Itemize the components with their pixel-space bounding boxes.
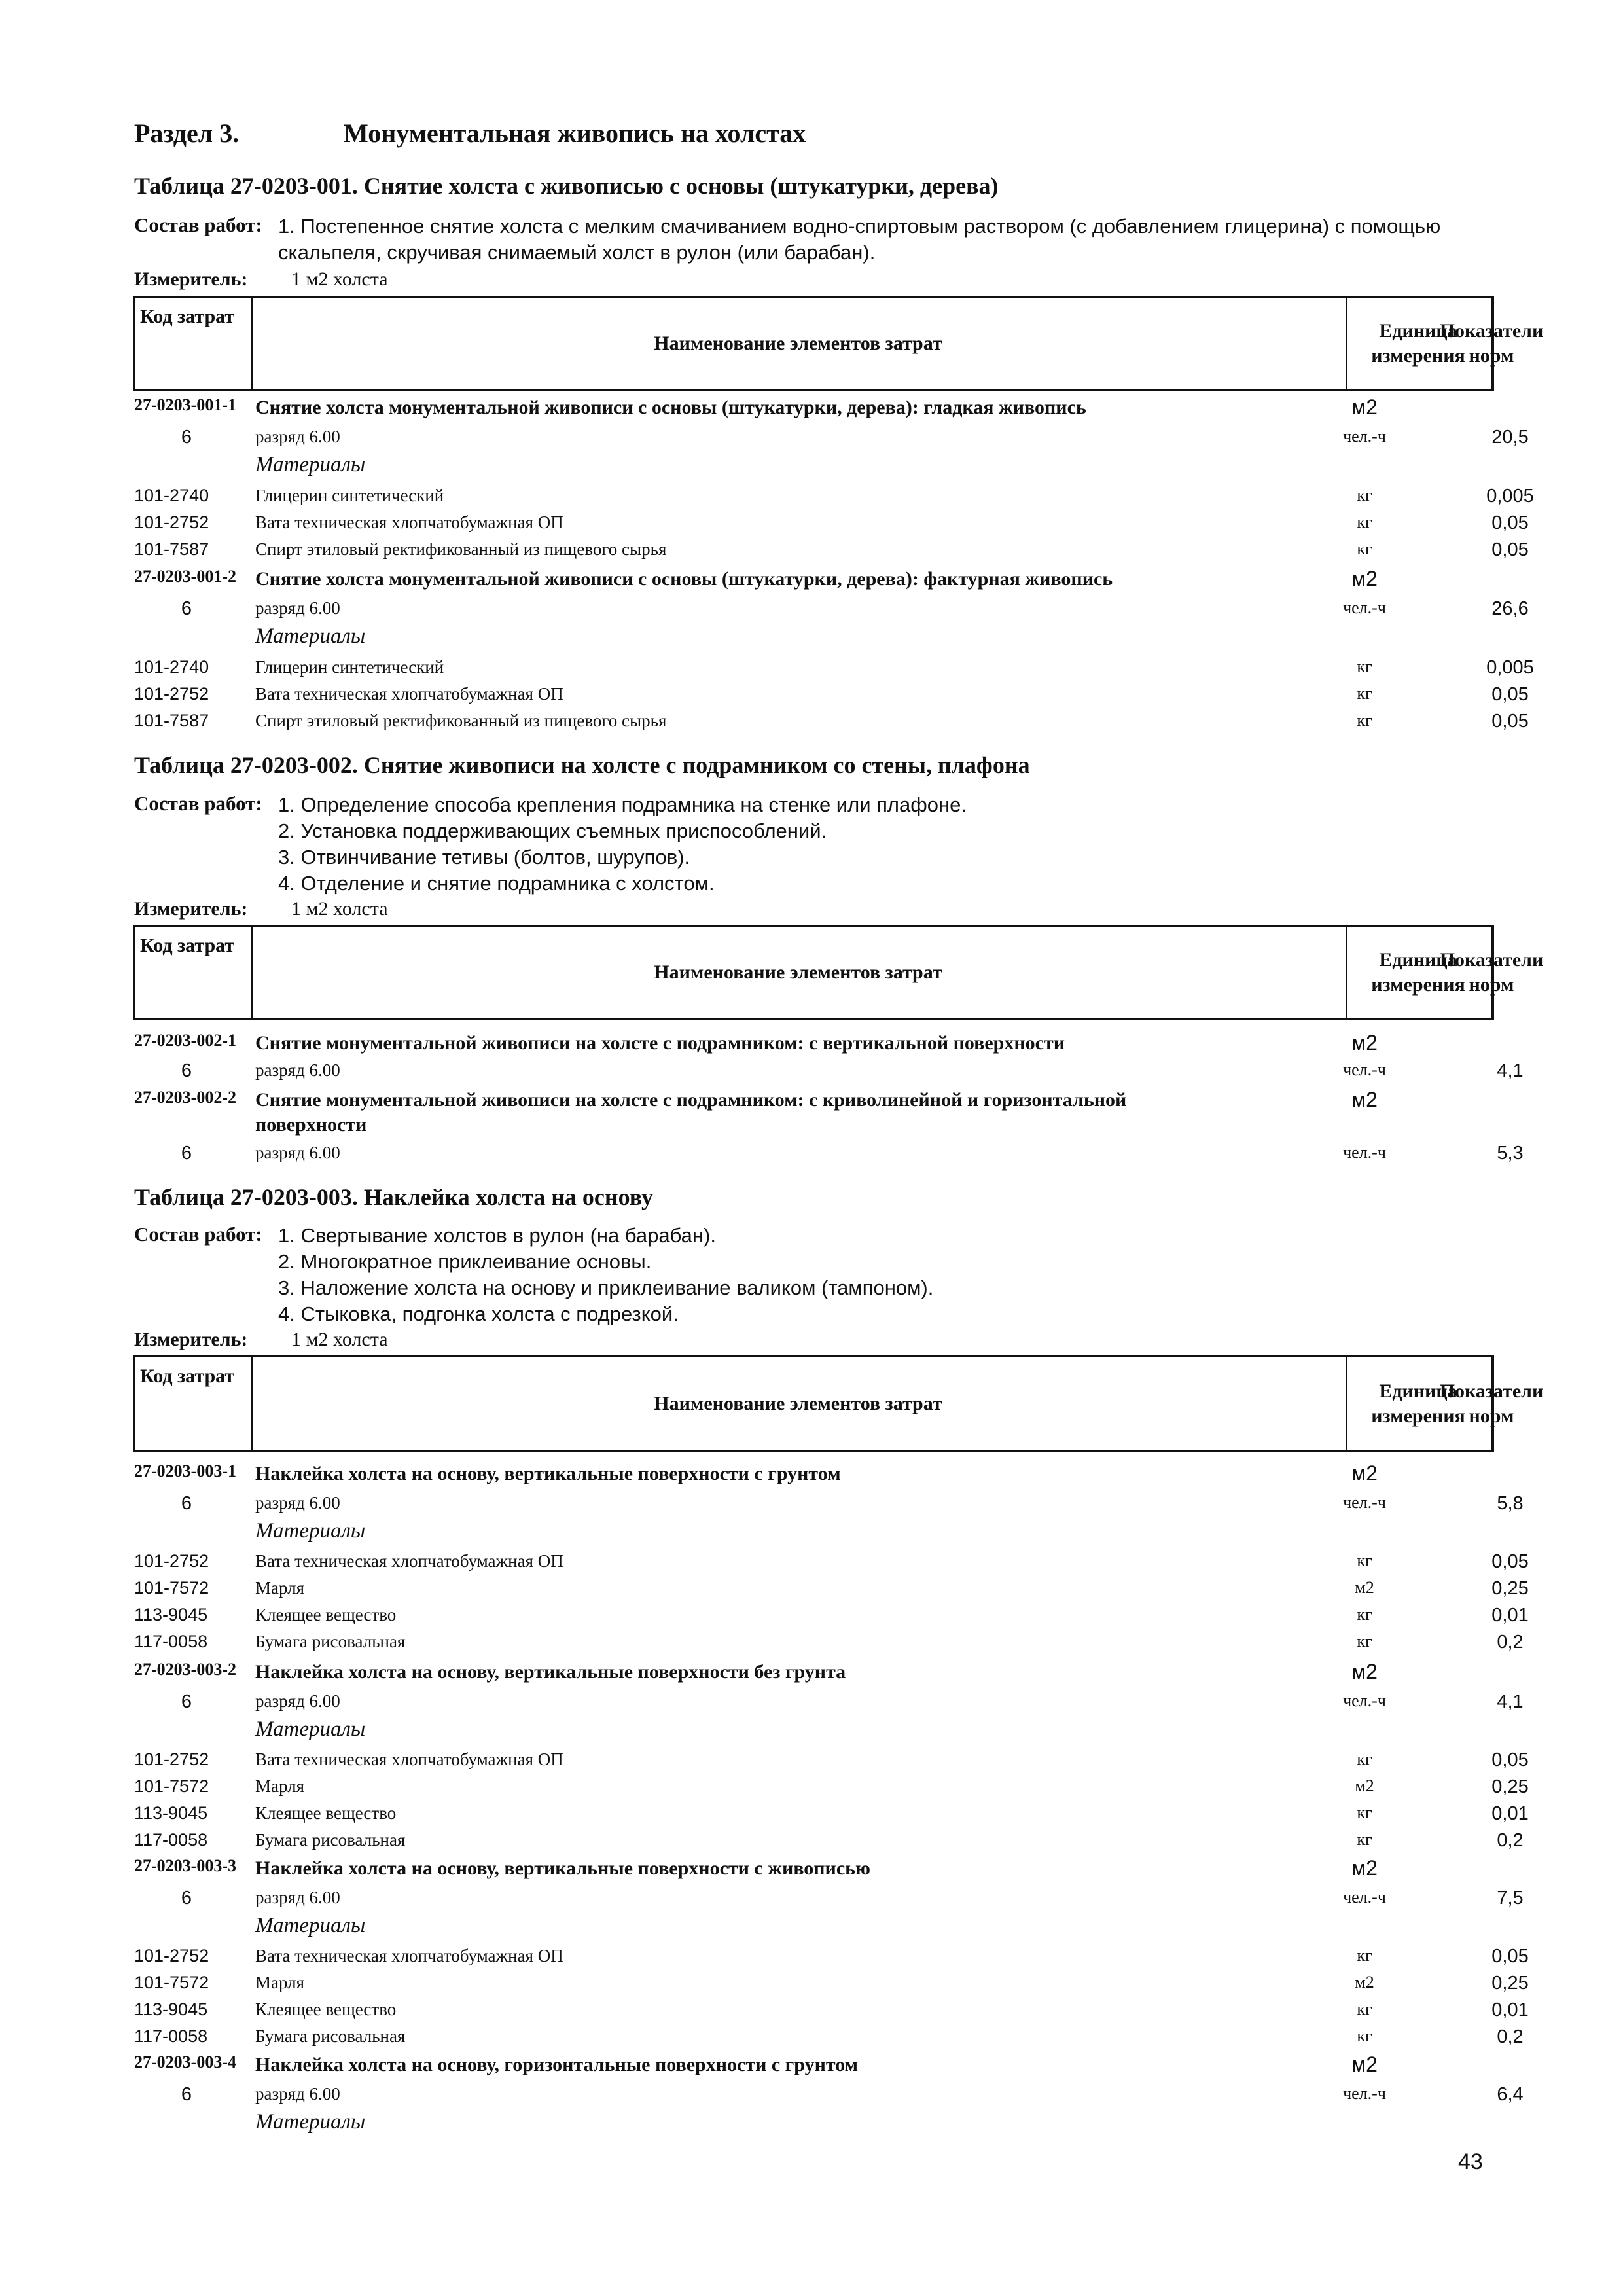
header-name: Наименование элементов затрат — [654, 1392, 942, 1414]
header-value: Показатели норм — [1439, 949, 1544, 996]
meter-label: Измеритель: — [134, 268, 248, 290]
table-row — [134, 1143, 1524, 1170]
cell-code: 101-2752 — [134, 684, 209, 704]
cell-value: 0,05 — [1491, 1749, 1529, 1770]
table-row — [134, 2084, 1524, 2111]
section-header — [134, 118, 806, 149]
meter — [134, 268, 388, 291]
composition-label: Состав работ: — [134, 213, 262, 236]
cell-code: 117-0058 — [134, 1830, 208, 1850]
cell-unit: м2 — [1355, 1776, 1374, 1795]
header-unit: Единица измерения — [1371, 319, 1465, 367]
cell-code: 101-7587 — [134, 539, 209, 559]
table-row — [134, 1830, 1524, 1857]
cell-code: 6 — [181, 1060, 192, 1081]
cell-unit: м2 — [1351, 567, 1378, 590]
cell-name: Наклейка холста на основу, вертикальные поверхности без грунта — [255, 1661, 846, 1683]
cell-unit: м2 — [1351, 1660, 1378, 1683]
cell-unit: чел.-ч — [1343, 1060, 1386, 1079]
cell-name: Вата техническая хлопчатобумажная ОП — [255, 1749, 563, 1769]
cell-code: 6 — [181, 1888, 192, 1909]
cell-value: 0,005 — [1486, 657, 1534, 678]
cell-name: Бумага рисовальная — [255, 1632, 406, 1651]
composition-item: 4. Стыковка, подгонка холста с подрезкой. — [278, 1302, 679, 1325]
materials-label: Материалы — [255, 624, 366, 648]
cell-name: Марля — [255, 1578, 305, 1598]
cell-unit: м2 — [1351, 1088, 1378, 1111]
cell-code: 101-2740 — [134, 657, 209, 677]
cell-name: Марля — [255, 1973, 305, 1992]
composition-label: Состав работ: — [134, 792, 262, 815]
table-row — [134, 1660, 1495, 1687]
cell-value: 0,2 — [1497, 2026, 1524, 2047]
cell-code: 113-9045 — [134, 2000, 208, 2019]
page-number: 43 — [1458, 2149, 1483, 2174]
cell-name: Бумага рисовальная — [255, 1830, 406, 1850]
cell-unit: чел.-ч — [1343, 1691, 1386, 1710]
composition-items — [278, 213, 1495, 266]
cell-value: 0,2 — [1497, 1830, 1524, 1851]
table-row — [134, 1060, 1524, 1088]
materials-label: Материалы — [255, 1717, 366, 1741]
cell-value: 6,4 — [1497, 2084, 1524, 2105]
cell-unit: кг — [1357, 512, 1372, 531]
table-row — [134, 486, 1534, 513]
table-header — [133, 1355, 1544, 1452]
cell-name: Наклейка холста на основу, вертикальные поверхности с грунтом — [255, 1463, 841, 1484]
cell-unit: кг — [1357, 684, 1372, 703]
table-row — [134, 1578, 1529, 1605]
table-row — [134, 427, 1529, 454]
materials-label: Материалы — [255, 2110, 366, 2134]
table-row — [134, 1088, 1495, 1141]
cell-unit: чел.-ч — [1343, 1888, 1386, 1907]
cell-code: 27-0203-002-2 — [134, 1088, 236, 1107]
cell-unit: чел.-ч — [1343, 1143, 1386, 1162]
cell-name: Вата техническая хлопчатобумажная ОП — [255, 512, 563, 532]
cell-value: 0,05 — [1491, 1946, 1529, 1967]
cell-code: 113-9045 — [134, 1605, 208, 1624]
cell-code: 27-0203-002-1 — [134, 1031, 236, 1050]
cell-unit: кг — [1357, 1946, 1372, 1965]
cell-value: 0,05 — [1491, 539, 1529, 560]
cell-unit: кг — [1357, 2026, 1372, 2045]
table-header — [133, 925, 1544, 1020]
cell-code: 27-0203-003-1 — [134, 1462, 236, 1480]
cell-name: разряд 6.00 — [255, 1691, 340, 1711]
cell-unit: кг — [1357, 711, 1372, 730]
cell-unit: м2 — [1351, 2053, 1378, 2076]
cell-value: 0,25 — [1491, 1973, 1529, 1994]
cell-unit: м2 — [1355, 1578, 1374, 1597]
table-row — [134, 1031, 1495, 1058]
cell-code: 6 — [181, 1493, 192, 1514]
cell-unit: кг — [1357, 657, 1372, 676]
cell-name: Снятие холста монументальной живописи с основы (штукатурки, дерева): гладкая живопись — [255, 397, 1086, 418]
cell-name: Вата техническая хлопчатобумажная ОП — [255, 1946, 563, 1965]
meter — [134, 1329, 388, 1351]
meter-label: Измеритель: — [134, 898, 248, 920]
cell-name: Спирт этиловый ректификованный из пищевого сырья — [255, 711, 667, 730]
table-row — [134, 512, 1529, 540]
table-row — [134, 684, 1529, 711]
cell-value: 20,5 — [1491, 427, 1529, 448]
cell-code: 6 — [181, 598, 192, 619]
cell-name: Снятие монументальной живописи на холсте с подрамником: с вертикальной поверхности — [255, 1032, 1065, 1054]
cell-value: 0,005 — [1486, 486, 1534, 507]
cell-value: 26,6 — [1491, 598, 1529, 619]
table-row — [134, 1946, 1529, 1973]
cell-unit: кг — [1357, 1551, 1372, 1570]
table-row — [134, 1605, 1529, 1632]
table-row — [134, 1973, 1529, 2000]
cell-unit: м2 — [1351, 1031, 1378, 1054]
cell-code: 101-2752 — [134, 1749, 209, 1769]
header-code: Код затрат — [140, 935, 235, 956]
header-value: Показатели норм — [1439, 319, 1544, 367]
table-row — [134, 1551, 1529, 1579]
table-title: Таблица 27-0203-002. Снятие живописи на холсте с подрамником со стены, плафона — [134, 752, 1030, 778]
table-row — [134, 1462, 1495, 1489]
table-row — [134, 1519, 1495, 1547]
table-row — [134, 1632, 1524, 1659]
cell-unit: чел.-ч — [1343, 2084, 1386, 2103]
composition-item: 1. Определение способа крепления подрамника на стенке или плафоне. — [278, 793, 967, 816]
cell-value: 0,25 — [1491, 1578, 1529, 1599]
table-row — [134, 1493, 1524, 1520]
cell-name: Клеящее вещество — [255, 1803, 397, 1823]
cell-unit: кг — [1357, 1830, 1372, 1849]
table-row — [134, 1776, 1529, 1804]
cell-unit: чел.-ч — [1343, 427, 1386, 446]
table-row — [134, 1803, 1529, 1831]
cell-name: Снятие холста монументальной живописи с основы (штукатурки, дерева): фактурная живопись — [255, 568, 1113, 590]
cell-code: 101-2752 — [134, 1551, 209, 1571]
composition-item: 2. Установка поддерживающих съемных приспособлений. — [278, 819, 827, 842]
materials-label: Материалы — [255, 1519, 366, 1543]
cell-unit: кг — [1357, 1803, 1372, 1822]
cell-name: Спирт этиловый ректификованный из пищевого сырья — [255, 539, 667, 559]
composition-label: Состав работ: — [134, 1223, 262, 1246]
cell-value: 5,3 — [1497, 1143, 1524, 1164]
cell-unit: м2 — [1355, 1973, 1374, 1992]
materials-label: Материалы — [255, 1914, 366, 1937]
section-label: Раздел 3. — [134, 118, 240, 148]
composition-items — [278, 792, 1495, 897]
cell-code: 117-0058 — [134, 2026, 208, 2046]
cell-name: разряд 6.00 — [255, 1888, 340, 1907]
header-unit: Единица измерения — [1371, 949, 1465, 996]
cell-name: Вата техническая хлопчатобумажная ОП — [255, 1551, 563, 1571]
header-name: Наименование элементов затрат — [654, 961, 942, 983]
meter-value: 1 м2 холста — [291, 268, 388, 290]
cell-code: 27-0203-001-2 — [134, 567, 236, 586]
composition-items — [278, 1223, 1495, 1327]
cell-name: Наклейка холста на основу, вертикальные поверхности с живописью — [255, 1857, 870, 1879]
composition-item: 3. Наложение холста на основу и приклеивание валиком (тампоном). — [278, 1276, 934, 1299]
cell-code: 101-2740 — [134, 486, 209, 505]
cell-unit: чел.-ч — [1343, 1493, 1386, 1512]
table-row — [134, 395, 1495, 423]
cell-unit: м2 — [1351, 1462, 1378, 1485]
table-title: Таблица 27-0203-003. Наклейка холста на основу — [134, 1184, 653, 1210]
header-code: Код затрат — [140, 1365, 235, 1387]
cell-code: 27-0203-001-1 — [134, 395, 236, 414]
cell-name: Марля — [255, 1776, 305, 1796]
cell-name: разряд 6.00 — [255, 1143, 340, 1162]
meter-label: Измеритель: — [134, 1329, 248, 1350]
cell-name: Вата техническая хлопчатобумажная ОП — [255, 684, 563, 704]
cell-unit: кг — [1357, 1632, 1372, 1651]
table-row — [134, 1749, 1529, 1777]
cell-code: 101-2752 — [134, 512, 209, 532]
cell-code: 113-9045 — [134, 1803, 208, 1823]
cell-unit: кг — [1357, 1605, 1372, 1624]
cell-value: 0,25 — [1491, 1776, 1529, 1797]
table-row — [134, 711, 1529, 738]
cell-value: 0,05 — [1491, 512, 1529, 533]
cell-name: Снятие монументальной живописи на холсте с подрамником: с криволинейной и горизонтальной поверхности — [255, 1089, 1127, 1136]
table-row — [134, 453, 1495, 480]
cell-name: Наклейка холста на основу, горизонтальные поверхности с грунтом — [255, 2054, 859, 2075]
table-row — [134, 1717, 1495, 1745]
cell-unit: кг — [1357, 486, 1372, 505]
cell-code: 101-7572 — [134, 1776, 209, 1796]
table-row — [134, 657, 1534, 685]
header-name: Наименование элементов затрат — [654, 332, 942, 354]
table-row — [134, 2053, 1495, 2080]
cell-code: 6 — [181, 1691, 192, 1712]
cell-code: 27-0203-003-3 — [134, 1856, 236, 1875]
cell-unit: м2 — [1351, 395, 1378, 419]
cell-code: 101-7572 — [134, 1973, 209, 1992]
cell-code: 101-7587 — [134, 711, 209, 730]
cell-value: 7,5 — [1497, 1888, 1524, 1909]
meter — [134, 898, 388, 920]
table-title: Таблица 27-0203-001. Снятие холста с живописью с основы (штукатурки, дерева) — [134, 173, 999, 199]
table-row — [134, 2026, 1524, 2054]
table-row — [134, 2110, 1495, 2138]
cell-unit: кг — [1357, 1749, 1372, 1768]
cell-name: Бумага рисовальная — [255, 2026, 406, 2046]
table-row — [134, 1888, 1524, 1915]
cell-name: разряд 6.00 — [255, 427, 340, 446]
cell-name: разряд 6.00 — [255, 1493, 340, 1513]
cell-name: разряд 6.00 — [255, 1060, 340, 1080]
header-unit: Единица измерения — [1371, 1380, 1465, 1427]
section-title: Монументальная живопись на холстах — [344, 118, 806, 148]
cell-value: 0,05 — [1491, 684, 1529, 705]
cell-name: Глицерин синтетический — [255, 486, 444, 505]
cell-code: 6 — [181, 427, 192, 448]
cell-value: 0,2 — [1497, 1632, 1524, 1653]
composition-item: 3. Отвинчивание тетивы (болтов, шурупов). — [278, 846, 690, 869]
table-header — [133, 296, 1544, 391]
cell-value: 4,1 — [1497, 1060, 1524, 1081]
cell-value: 0,01 — [1491, 2000, 1529, 2020]
cell-code: 27-0203-003-2 — [134, 1660, 236, 1679]
cell-value: 0,01 — [1491, 1803, 1529, 1824]
cell-code: 101-7572 — [134, 1578, 209, 1598]
cell-name: Глицерин синтетический — [255, 657, 444, 677]
cell-code: 101-2752 — [134, 1946, 209, 1965]
header-value: Показатели норм — [1439, 1380, 1544, 1427]
table-row — [134, 2000, 1529, 2027]
table-row — [134, 1914, 1495, 1941]
cell-name: Клеящее вещество — [255, 2000, 397, 2019]
cell-value: 0,05 — [1491, 1551, 1529, 1572]
composition-item: 1. Постепенное снятие холста с мелким смачиванием водно-спиртовым раствором (с добавлением глицерина) с помощью скальпеля, скручивая снимаемый холст в рулон (или барабан). — [278, 215, 1441, 264]
meter-value: 1 м2 холста — [291, 1329, 388, 1350]
composition-item: 4. Отделение и снятие подрамника с холстом. — [278, 872, 715, 895]
cell-code: 27-0203-003-4 — [134, 2053, 236, 2072]
cell-code: 6 — [181, 1143, 192, 1164]
table-row — [134, 1856, 1495, 1884]
cell-value: 4,1 — [1497, 1691, 1524, 1712]
cell-value: 0,05 — [1491, 711, 1529, 732]
composition-item: 2. Многократное приклеивание основы. — [278, 1250, 652, 1273]
table-row — [134, 624, 1495, 652]
header-code: Код затрат — [140, 306, 235, 327]
cell-name: разряд 6.00 — [255, 2084, 340, 2104]
cell-code: 6 — [181, 2084, 192, 2105]
cell-name: разряд 6.00 — [255, 598, 340, 618]
cell-code: 117-0058 — [134, 1632, 208, 1651]
meter-value: 1 м2 холста — [291, 898, 388, 920]
materials-label: Материалы — [255, 453, 366, 476]
cell-unit: кг — [1357, 2000, 1372, 2018]
cell-unit: м2 — [1351, 1856, 1378, 1880]
cell-unit: кг — [1357, 539, 1372, 558]
table-row — [134, 598, 1529, 626]
table-row — [134, 567, 1495, 594]
cell-value: 5,8 — [1497, 1493, 1524, 1514]
composition-item: 1. Свертывание холстов в рулон (на барабан). — [278, 1224, 716, 1247]
cell-name: Клеящее вещество — [255, 1605, 397, 1624]
table-row — [134, 1691, 1524, 1719]
table-row — [134, 539, 1529, 567]
cell-value: 0,01 — [1491, 1605, 1529, 1626]
cell-unit: чел.-ч — [1343, 598, 1386, 617]
